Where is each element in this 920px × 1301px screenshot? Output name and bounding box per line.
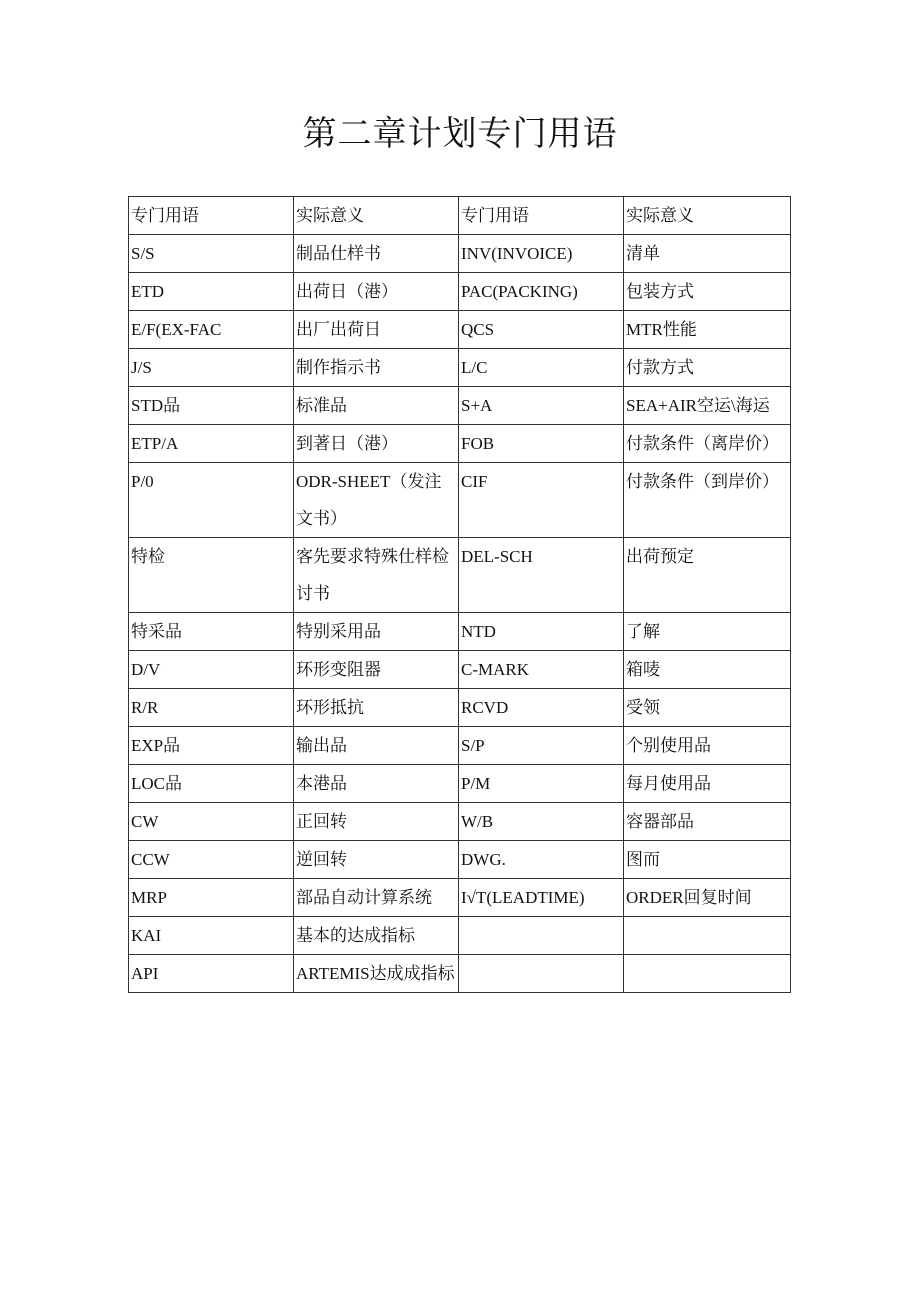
table-row — [129, 387, 791, 425]
term-cell: API — [129, 955, 294, 993]
meaning-cell: 包装方式 — [624, 273, 791, 311]
meaning-cell: 每月使用品 — [624, 765, 791, 803]
meaning-cell: 箱唛 — [624, 651, 791, 689]
table-row — [129, 689, 791, 727]
meaning-cell: 出荷日（港） — [294, 273, 459, 311]
term-cell: STD品 — [129, 387, 294, 425]
terms-table — [128, 196, 791, 993]
meaning-cell: 逆回转 — [294, 841, 459, 879]
term-cell: S/P — [459, 727, 624, 765]
term-cell: CIF — [459, 463, 624, 538]
table-row — [129, 841, 791, 879]
meaning-cell: 本港品 — [294, 765, 459, 803]
meaning-cell: 输出品 — [294, 727, 459, 765]
term-cell: ETP/A — [129, 425, 294, 463]
meaning-cell: 环形抵抗 — [294, 689, 459, 727]
meaning-cell — [624, 917, 791, 955]
table-row — [129, 425, 791, 463]
meaning-cell: 了解 — [624, 613, 791, 651]
meaning-cell: ODR-SHEET（发注文书） — [294, 463, 459, 538]
term-cell: ETD — [129, 273, 294, 311]
table-row — [129, 917, 791, 955]
meaning-cell: ARTEMIS达成成指标 — [294, 955, 459, 993]
term-cell: DEL-SCH — [459, 538, 624, 613]
meaning-cell: SEA+AIR空运\海运 — [624, 387, 791, 425]
meaning-cell: 特别采用品 — [294, 613, 459, 651]
term-cell: CCW — [129, 841, 294, 879]
meaning-cell: 图而 — [624, 841, 791, 879]
meaning-cell: 部品自动计算系统 — [294, 879, 459, 917]
term-cell: DWG. — [459, 841, 624, 879]
meaning-cell — [624, 955, 791, 993]
table-row — [129, 651, 791, 689]
table-row — [129, 538, 791, 613]
table-row — [129, 879, 791, 917]
term-cell — [459, 917, 624, 955]
header-cell: 专门用语 — [129, 197, 294, 235]
meaning-cell: 付款条件（离岸价） — [624, 425, 791, 463]
meaning-cell: 付款方式 — [624, 349, 791, 387]
term-cell: L/C — [459, 349, 624, 387]
meaning-cell: MTR性能 — [624, 311, 791, 349]
table-row — [129, 463, 791, 538]
table-header-row — [129, 197, 791, 235]
term-cell: INV(INVOICE) — [459, 235, 624, 273]
meaning-cell: 容器部品 — [624, 803, 791, 841]
meaning-cell: 正回转 — [294, 803, 459, 841]
table-row — [129, 613, 791, 651]
term-cell: R/R — [129, 689, 294, 727]
term-cell: P/0 — [129, 463, 294, 538]
term-cell: 特采品 — [129, 613, 294, 651]
meaning-cell: 基本的达成指标 — [294, 917, 459, 955]
meaning-cell: 付款条件（到岸价） — [624, 463, 791, 538]
table-row — [129, 349, 791, 387]
meaning-cell: 出荷预定 — [624, 538, 791, 613]
term-cell: FOB — [459, 425, 624, 463]
term-cell: LOC品 — [129, 765, 294, 803]
meaning-cell: 制作指示书 — [294, 349, 459, 387]
table-row — [129, 765, 791, 803]
meaning-cell: 受领 — [624, 689, 791, 727]
meaning-cell: 制品仕样书 — [294, 235, 459, 273]
meaning-cell: 到著日（港） — [294, 425, 459, 463]
term-cell: P/M — [459, 765, 624, 803]
table-row — [129, 311, 791, 349]
table-row — [129, 273, 791, 311]
meaning-cell: 标准品 — [294, 387, 459, 425]
meaning-cell: 出厂出荷日 — [294, 311, 459, 349]
term-cell: CW — [129, 803, 294, 841]
meaning-cell: 个别使用品 — [624, 727, 791, 765]
term-cell: PAC(PACKING) — [459, 273, 624, 311]
term-cell: E/F(EX-FAC — [129, 311, 294, 349]
term-cell: KAI — [129, 917, 294, 955]
term-cell: D/V — [129, 651, 294, 689]
header-cell: 实际意义 — [294, 197, 459, 235]
term-cell — [459, 955, 624, 993]
term-cell: S+A — [459, 387, 624, 425]
term-cell: W/B — [459, 803, 624, 841]
term-cell: S/S — [129, 235, 294, 273]
meaning-cell: 客先要求特殊仕样检讨书 — [294, 538, 459, 613]
meaning-cell: 环形变阻器 — [294, 651, 459, 689]
term-cell: J/S — [129, 349, 294, 387]
term-cell: I√T(LEADTIME) — [459, 879, 624, 917]
term-cell: MRP — [129, 879, 294, 917]
term-cell: C-MARK — [459, 651, 624, 689]
meaning-cell: 清单 — [624, 235, 791, 273]
table-row — [129, 803, 791, 841]
header-cell: 专门用语 — [459, 197, 624, 235]
page-title: 第二章计划专门用语 — [302, 116, 618, 153]
term-cell: QCS — [459, 311, 624, 349]
table-row — [129, 235, 791, 273]
header-cell: 实际意义 — [624, 197, 791, 235]
meaning-cell: ORDER回复时间 — [624, 879, 791, 917]
term-cell: NTD — [459, 613, 624, 651]
table-row — [129, 727, 791, 765]
table-row — [129, 955, 791, 993]
term-cell: RCVD — [459, 689, 624, 727]
term-cell: 特检 — [129, 538, 294, 613]
term-cell: EXP品 — [129, 727, 294, 765]
